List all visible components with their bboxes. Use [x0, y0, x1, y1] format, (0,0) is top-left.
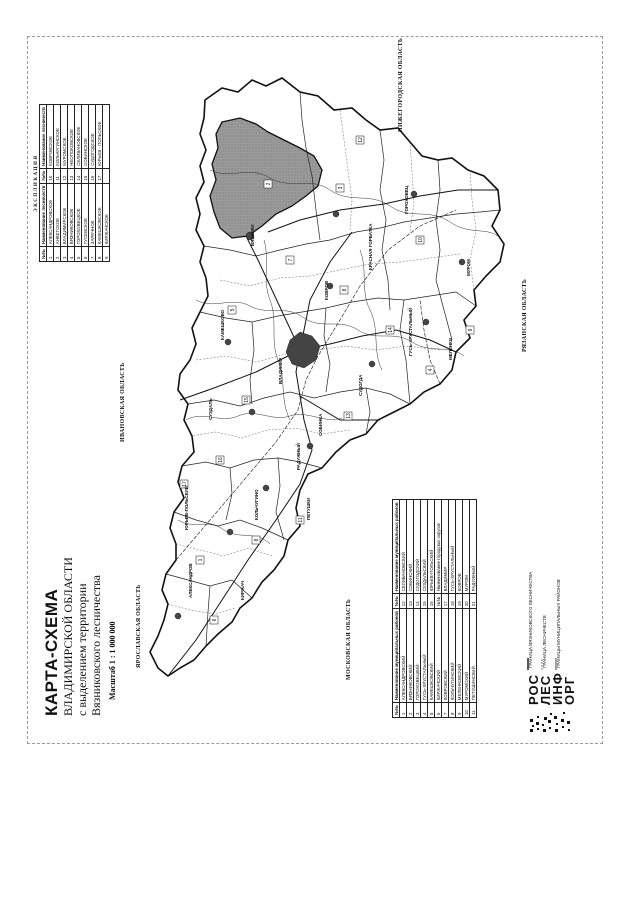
label-raduzhny: РАДУЖНЫЙ [296, 442, 301, 470]
neighbor-nizhny: НИЖЕГОРОДСКАЯ ОБЛАСТЬ [398, 37, 404, 132]
table-row: 7 ЗАРЕЧНОЕ 16 СУДОГОДСКОЕ [89, 105, 96, 262]
districts-table: №№ Наименование муниципальных районов №№ Наименование муниципальных районов 1 АЛЕКСАНДРОВСКИЙ 12 СЕЛИВАНОВСКИЙ 2 ВЯЗНИКОВСКИЙ 13 СОБИНСКИЙ 3 ГОРОХОВЕЦКИЙ 14 СУДОГОДСКИЙ 4 ГУСЬ-ХРУСТАЛЬНЫЙ 15 СУЗДАЛЬСКИЙ 5 КАМЕШКОВСКИЙ 16 ЮРЬЕВ-ПОЛЬСКИЙ 6 КИРЖАЧСКИЙ №№ Наименование городских округов 7 КОВРОВСКИЙ 17 ВЛАДИМИР 8 КОЛЬЧУГИНСКИЙ 18 ГУСЬ-ХРУСТАЛЬНЫЙ 9 МЕЛЕНКОВСКИЙ 19 КОВРОВ 10 МУРОМСКИЙ 20 МУРОМ 11 ПЕТУШИНСКИЙ 21 РАДУЖНЫЙ [392, 499, 477, 718]
explication-block [34, 104, 110, 262]
svg-text:14: 14 [388, 327, 394, 333]
table-row: 6 КИРЖАЧСКИЙ №№ Наименование городских округов [435, 500, 442, 718]
neighbor-ryazan: РЯЗАНСКАЯ ОБЛАСТЬ [522, 278, 528, 352]
table-row: 10 МУРОМСКИЙ 20 МУРОМ [463, 500, 470, 718]
map-subtitle-line1: ВЛАДИМИРСКОЙ ОБЛАСТИ [61, 557, 75, 716]
label-gus: ГУСЬ-ХРУСТАЛЬНЫЙ [408, 307, 413, 356]
explication-header: №№ [40, 168, 47, 183]
neighbor-ivanovo: ИВАНОВСКАЯ ОБЛАСТЬ [120, 362, 126, 442]
svg-text:4: 4 [428, 368, 434, 372]
svg-text:2: 2 [266, 182, 272, 186]
label-melenki: МЕЛЕНКИ [448, 337, 453, 360]
table-row: 5 КАМЕШКОВСКИЙ 16 ЮРЬЕВ-ПОЛЬСКИЙ [428, 500, 435, 718]
svg-text:7: 7 [288, 258, 294, 262]
label-selivanovo: КРАСНАЯ ГОРБАТКА [368, 223, 373, 270]
svg-text:10: 10 [418, 237, 424, 243]
label-kolchugino: КОЛЬЧУГИНО [254, 489, 259, 520]
svg-text:3: 3 [338, 186, 344, 190]
svg-text:8: 8 [254, 538, 260, 542]
svg-text:15: 15 [244, 397, 250, 403]
svg-text:6: 6 [212, 618, 218, 622]
explication-title: ЭКСПЛИКАЦИЯ [34, 154, 39, 212]
key-item-forestry: ГРАНИЦА ЛЕСНИЧЕСТВ [542, 615, 547, 668]
table-row: 5 ГОРОХОВЕЦКОЕ 14 СЕЛИВАНОВСКОЕ [75, 105, 82, 262]
logo-pixel-mark [528, 708, 572, 734]
explication-header: Наименование лесничеств [40, 183, 47, 247]
svg-text:5: 5 [230, 308, 236, 312]
logo-wordmark: РОС ЛЕС ИНФ ОРГ [526, 672, 577, 705]
table-row: 9 КИРЖАЧСКОЕ [103, 105, 110, 262]
label-petushki: ПЕТУШКИ [306, 497, 311, 520]
label-sobinka: СОБИНКА [318, 413, 323, 436]
table-row: 6 ГУСЕВСКОЕ 15 СОБИНСКОЕ [82, 105, 89, 262]
explication-table [39, 104, 110, 262]
table-row: 2 ВЯЗНИКОВСКИЙ 13 СОБИНСКИЙ [407, 500, 414, 718]
roslesinforg-logo [528, 648, 598, 738]
key-item-districts: ГРАНИЦЫ МУНИЦИПАЛЬНЫХ РАЙОНОВ [556, 579, 561, 668]
label-vladimir: ВЛАДИМИР [278, 357, 283, 384]
label-sudogda: СУДОГДА [358, 374, 363, 396]
svg-text:1: 1 [198, 558, 204, 562]
table-row: 4 ВЯЗНИКОВСКОЕ 13 НЕОПОКОВСКОЕ [68, 105, 75, 262]
table-row: 2 АНКЕТСКОЕ 11 КОЛЬЧУГИНСКОЕ [54, 105, 61, 262]
svg-text:17: 17 [182, 481, 188, 487]
table-row: 9 МЕЛЕНКОВСКИЙ 19 КОВРОВ [456, 500, 463, 718]
explication-header: №№ [40, 247, 47, 262]
svg-text:13: 13 [346, 413, 352, 419]
label-yuryev: ЮРЬЕВ-ПОЛЬСКИЙ [184, 486, 189, 530]
districts-block [392, 499, 477, 718]
table-row: 11 ПЕТУШИНСКИЙ 21 РАДУЖНЫЙ [470, 500, 477, 718]
svg-text:8: 8 [342, 288, 348, 292]
table-row: 1 АЛЕКСАНДРОВСКИЙ 12 СЕЛИВАНОВСКИЙ [400, 500, 407, 718]
table-row: 3 ГОРОХОВЕЦКИЙ 14 СУДОГОДСКИЙ [414, 500, 421, 718]
neighbor-moscow: МОСКОВСКАЯ ОБЛАСТЬ [346, 598, 352, 680]
svg-text:11: 11 [298, 517, 304, 523]
label-alexandrov: АЛЕКСАНДРОВ [188, 563, 193, 598]
neighbor-yaroslavl: ЯРОСЛАВСКАЯ ОБЛАСТЬ [136, 584, 142, 668]
label-kovrov: КОВРОВ [324, 280, 329, 300]
map-subtitle-line2: с выделением территории [75, 583, 89, 716]
table-row: 4 ГУСЬ-ХРУСТАЛЬНЫЙ 15 СУЗДАЛЬСКИЙ [421, 500, 428, 718]
explication-header: Наименование лесничеств [40, 105, 47, 169]
svg-text:12: 12 [358, 137, 364, 143]
table-row: 1 АЛЕКСАНДРОВСКОЕ 10 КОВРОВСКОЕ [47, 105, 54, 262]
label-suzdal: СУЗДАЛЬ [208, 398, 213, 420]
table-row: 3 ВЛАДИМИРСКОЕ 12 МУРОМСКОЕ [61, 105, 68, 262]
label-kirzhach: КИРЖАЧ [240, 580, 245, 600]
table-row: 8 КАМЕШКОВСКОЕ 17 ЮРЬЕВ - ПОЛЬСКОЕ [96, 105, 103, 262]
label-vyazniki: ВЯЗНИКИ [250, 224, 255, 246]
table-row: 8 КОЛЬЧУГИНСКИЙ 18 ГУСЬ-ХРУСТАЛЬНЫЙ [449, 500, 456, 718]
map-title: КАРТА-СХЕМА [42, 588, 61, 716]
map-scale: Масштаб 1 : 1 000 000 [108, 621, 117, 700]
table-row: 7 КОВРОВСКИЙ 17 ВЛАДИМИР [442, 500, 449, 718]
label-murom: МУРОМ [466, 259, 471, 276]
key-item-vyazniki: ГРАНИЦА ВЯЗНИКОВСКОГО ЛЕСНИЧЕСТВА [528, 571, 533, 668]
label-kameshkovo: КАМЕШКОВО [220, 309, 225, 340]
svg-text:9: 9 [468, 328, 474, 332]
svg-text:16: 16 [218, 457, 224, 463]
label-gorokhovets: ГОРОХОВЕЦ [404, 185, 409, 214]
map-subtitle-line3: Вязниковского лесничества [89, 575, 103, 716]
